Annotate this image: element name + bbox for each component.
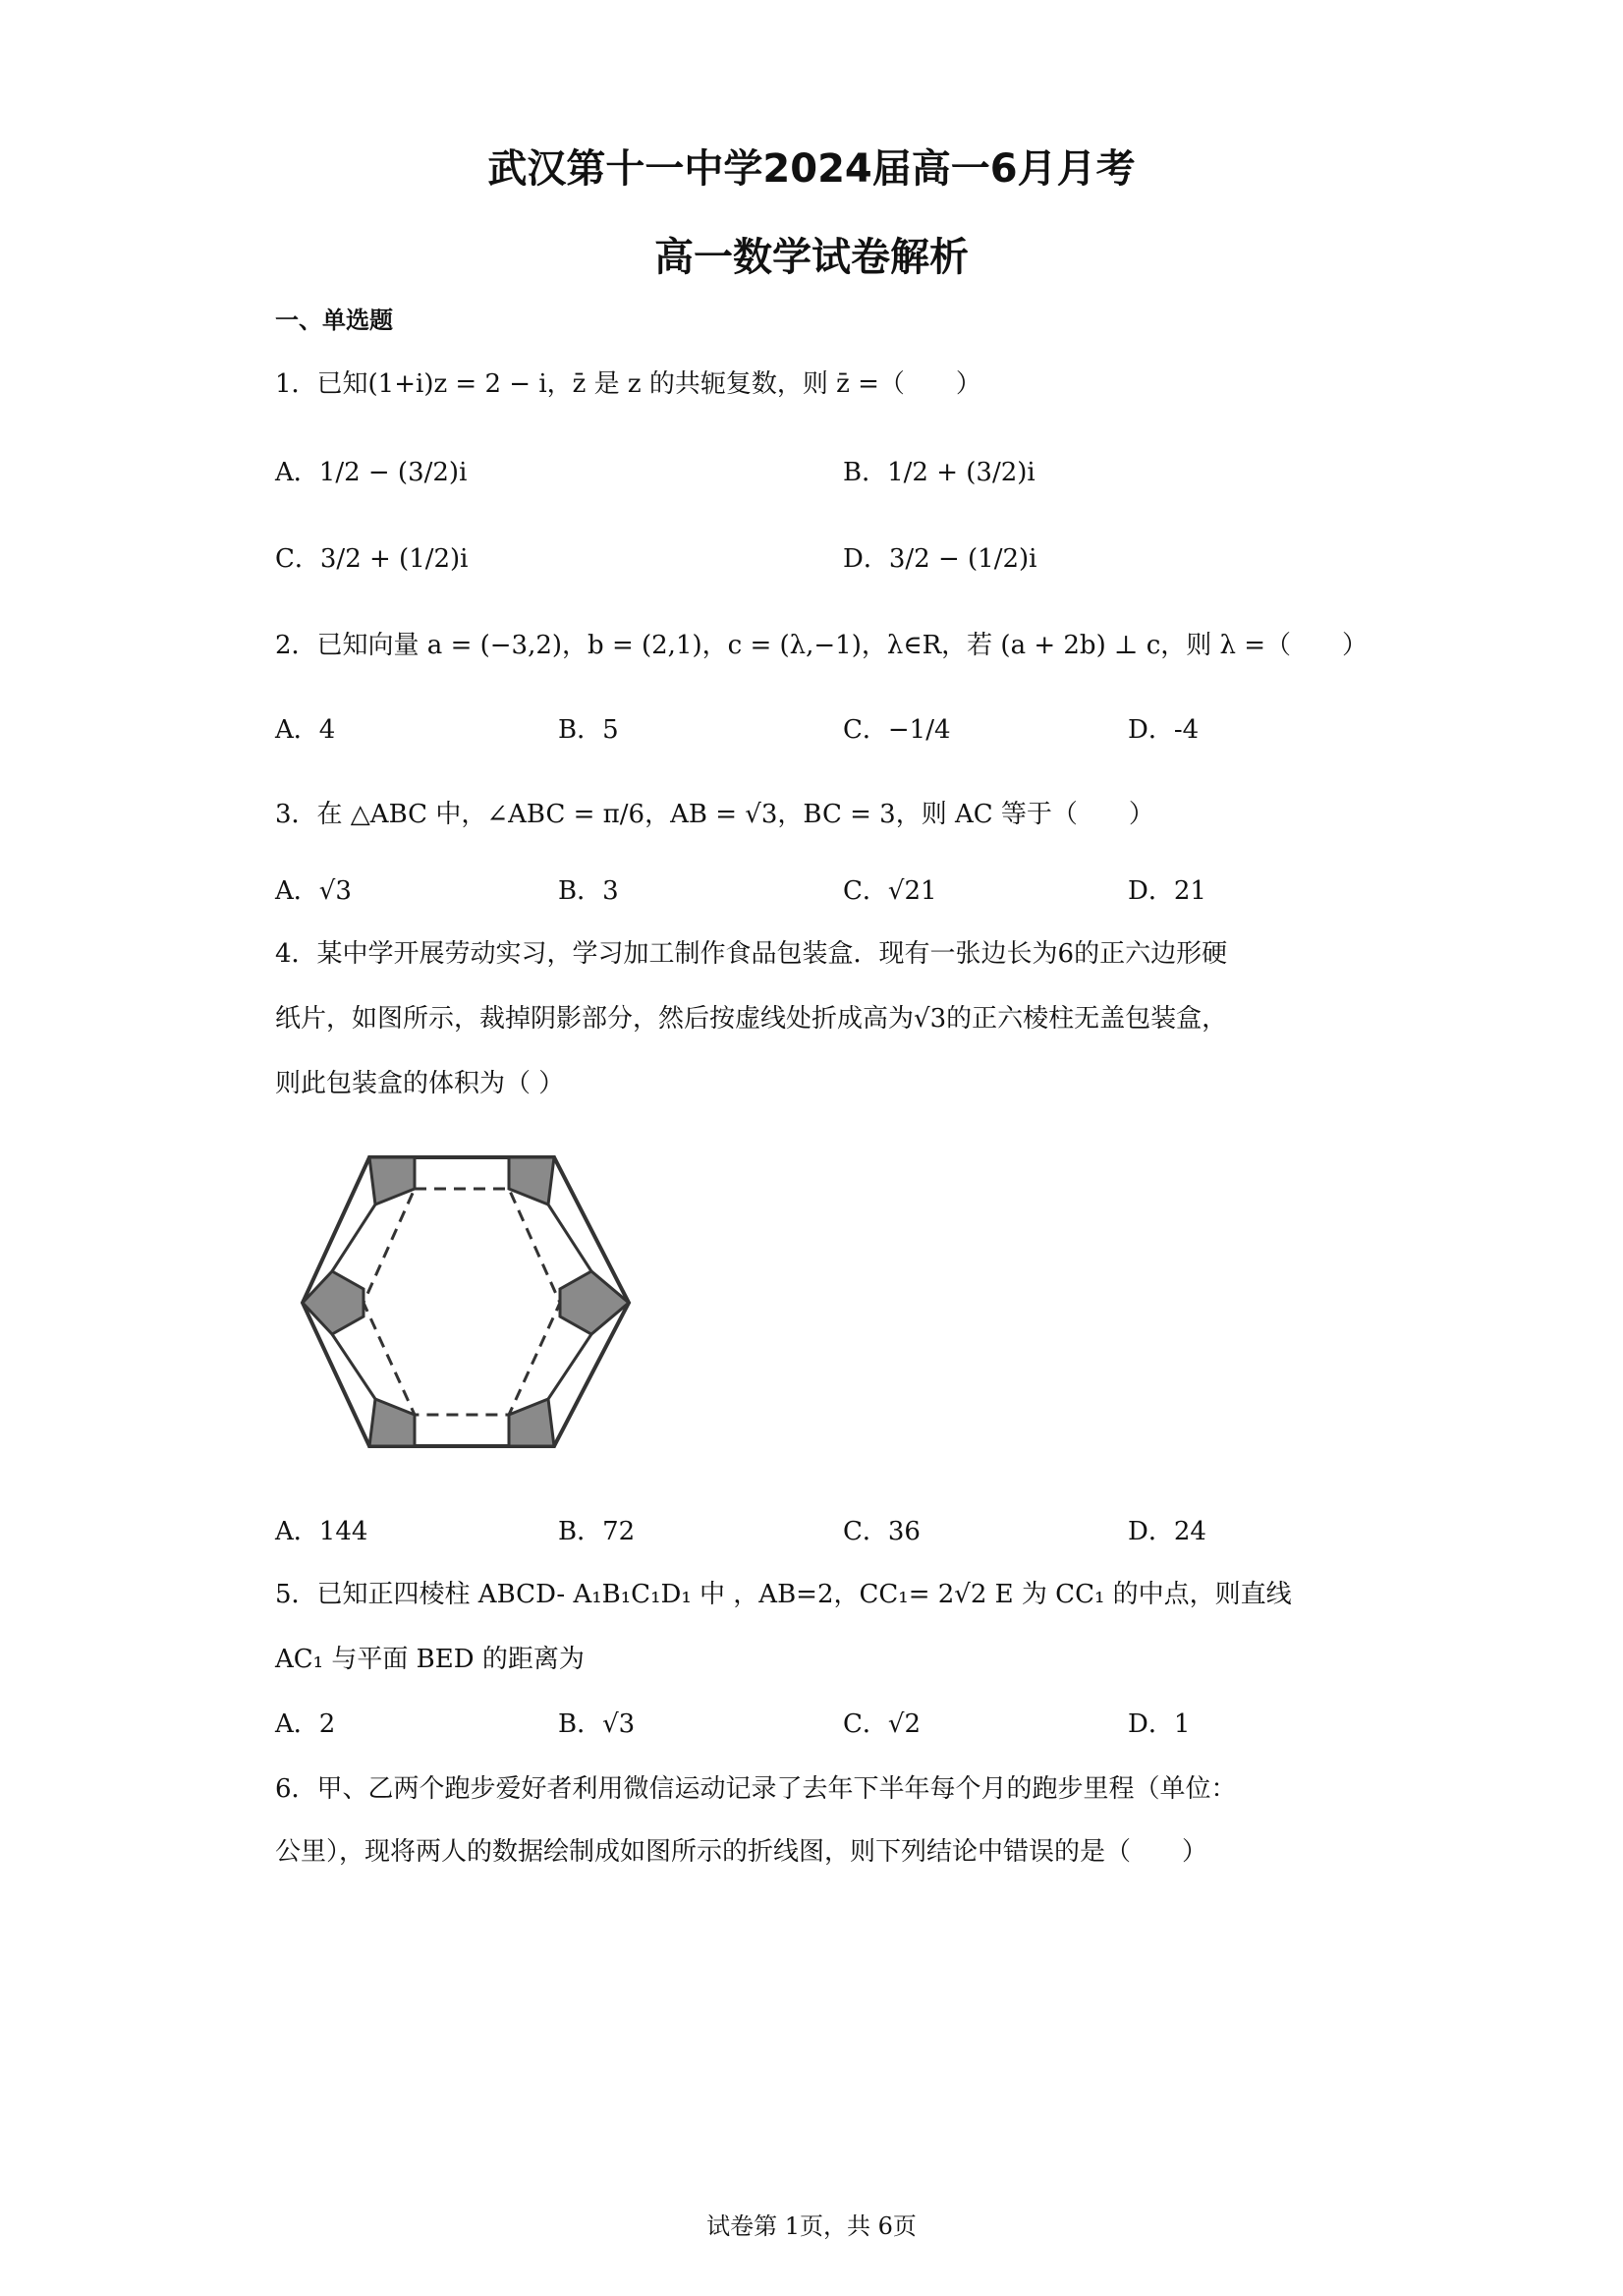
question-5-line-1: 5．已知正四棱柱 ABCD- A₁B₁C₁D₁ 中 ，AB=2，CC₁= 2√2 E 为 CC₁ 的中点，则直线	[275, 1580, 1292, 1609]
question-3-option-b: B．3	[558, 876, 619, 906]
exam-subtitle: 高一数学试卷解析	[654, 235, 969, 280]
question-1-option-b: B．1/2 + (3/2)i	[843, 458, 1035, 487]
question-5-option-d: D．1	[1128, 1709, 1191, 1739]
question-4-option-a: A．144	[275, 1517, 368, 1546]
question-5-option-c: C．√2	[843, 1709, 922, 1739]
question-5-line-2: AC₁ 与平面 BED 的距离为	[275, 1645, 585, 1674]
question-3-stem: 3．在 △ABC 中，∠ABC = π/6，AB = √3，BC = 3，则 AC 等于（ ）	[275, 800, 1154, 829]
question-2-stem: 2．已知向量 a = (−3,2)，b = (2,1)，c = (λ,−1)，λ∈R，若 (a + 2b) ⊥ c，则 λ =（ ）	[275, 631, 1369, 660]
question-1-stem: 1．已知(1+i)z = 2 − i，z̄ 是 z 的共轭复数，则 z̄ =（ ）	[275, 369, 981, 399]
question-6-line-1: 6．甲、乙两个跑步爱好者利用微信运动记录了去年下半年每个月的跑步里程（单位：	[275, 1774, 1237, 1804]
question-1-option-c: C．3/2 + (1/2)i	[275, 544, 469, 574]
question-4-option-c: C．36	[843, 1517, 921, 1546]
question-2-option-b: B．5	[558, 715, 619, 745]
question-4-line-2: 纸片，如图所示，裁掉阴影部分，然后按虚线处折成高为√3的正六棱柱无盖包装盒，	[275, 1004, 1228, 1034]
section-heading: 一、单选题	[275, 307, 393, 334]
hexagon-net-figure	[295, 1149, 639, 1454]
question-3-option-c: C．√21	[843, 876, 937, 906]
question-2-option-c: C．−1/4	[843, 715, 951, 745]
question-4-line-3: 则此包装盒的体积为（ ）	[275, 1069, 565, 1098]
question-3-option-d: D．21	[1128, 876, 1206, 906]
question-6-line-2: 公里），现将两人的数据绘制成如图所示的折线图，则下列结论中错误的是（ ）	[275, 1837, 1208, 1867]
question-2-option-d: D．-4	[1128, 715, 1200, 745]
question-2-option-a: A．4	[275, 715, 336, 745]
question-4-line-1: 4．某中学开展劳动实习，学习加工制作食品包装盒．现有一张边长为6的正六边形硬	[275, 939, 1228, 969]
page-footer: 试卷第 1页，共 6页	[706, 2212, 917, 2240]
question-1-option-d: D．3/2 − (1/2)i	[843, 544, 1037, 574]
question-5-option-b: B．√3	[558, 1709, 636, 1739]
question-4-option-d: D．24	[1128, 1517, 1206, 1546]
question-4-option-b: B．72	[558, 1517, 636, 1546]
question-1-option-a: A．1/2 − (3/2)i	[275, 458, 468, 487]
question-5-option-a: A．2	[275, 1709, 336, 1739]
exam-title: 武汉第十一中学2024届高一6月月考	[487, 146, 1136, 192]
question-3-option-a: A．√3	[275, 876, 352, 906]
